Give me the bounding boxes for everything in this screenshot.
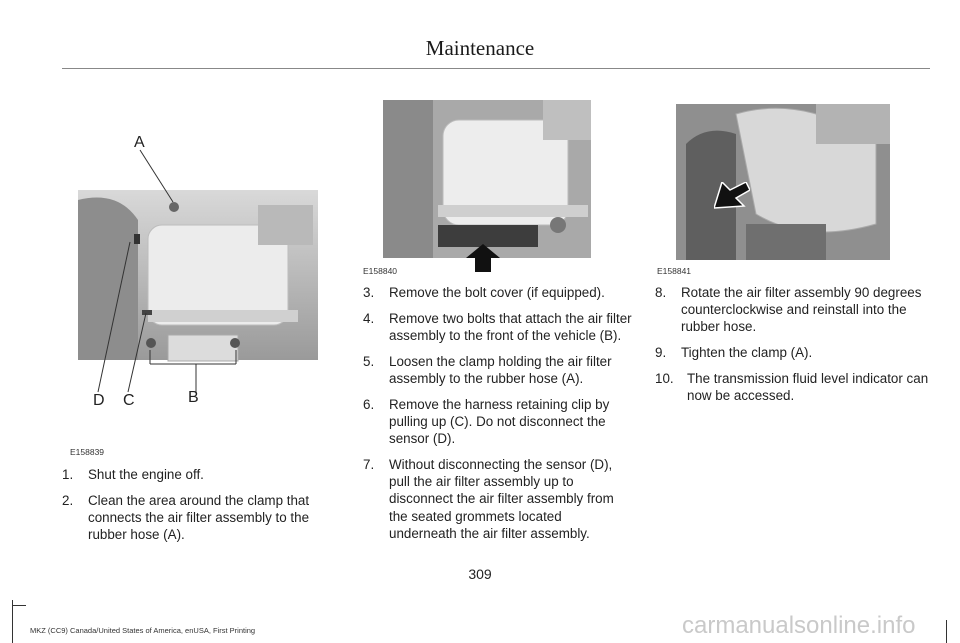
- footer-watermark: carmanualsonline.info: [682, 612, 916, 639]
- list-item: 3. Remove the bolt cover (if equipped).: [363, 285, 605, 300]
- list-item: 6. Remove the harness retaining clip by pulling up (C). Do not disconnect the sensor (D).: [363, 396, 610, 447]
- crop-mark: [946, 620, 947, 643]
- engine-bay-illustration: [383, 100, 591, 258]
- callout-d: D: [93, 392, 105, 409]
- list-item: 4. Remove two bolts that attach the air filter assembly to the front of the vehicle (B).: [363, 310, 632, 343]
- list-item: 8. Rotate the air filter assembly 90 degrees counterclockwise and reinstall into the rubber hose.: [655, 285, 922, 335]
- crop-mark: [12, 600, 13, 643]
- footer-printing-info: MKZ (CC9) Canada/United States of America, enUSA, First Printing: [30, 626, 256, 635]
- figure-id: E158841: [657, 266, 692, 276]
- figure-bolt-cover: [383, 100, 591, 258]
- engine-bay-illustration: [676, 104, 890, 260]
- callout-c: C: [123, 392, 135, 409]
- header-divider: [62, 68, 930, 69]
- steps-column-1: [62, 466, 324, 552]
- list-item: 2. Clean the area around the clamp that connects the air filter assembly to the rubber hose (A).: [62, 492, 310, 543]
- callout-a: A: [134, 134, 145, 151]
- engine-bay-illustration: [78, 130, 318, 428]
- list-item: 9. Tighten the clamp (A).: [655, 345, 813, 361]
- steps-column-3: [655, 284, 931, 413]
- figure-rotate-assembly: [676, 104, 890, 260]
- list-item: 1. Shut the engine off.: [62, 467, 204, 482]
- figure-id: E158839: [70, 447, 105, 457]
- list-item: 7. Without disconnecting the sensor (D), pull the air filter assembly up to disconnect the air filter assembly from the seated grommets located underneath the air filter assembly.: [363, 457, 614, 541]
- callout-b: B: [188, 389, 199, 406]
- list-item: 5. Loosen the clamp holding the air filter assembly to the rubber hose (A).: [363, 353, 612, 386]
- list-item: 10. The transmission fluid level indicator can now be accessed.: [655, 371, 929, 404]
- figure-id: E158840: [363, 266, 398, 276]
- figure-air-filter-callouts: [78, 130, 318, 428]
- page-number: 309: [468, 566, 492, 582]
- arrow-icon: [714, 182, 750, 214]
- crop-mark: [12, 605, 26, 606]
- arrow-up-icon: [466, 244, 500, 272]
- steps-column-2: [363, 284, 633, 551]
- page-title: Maintenance: [425, 36, 535, 60]
